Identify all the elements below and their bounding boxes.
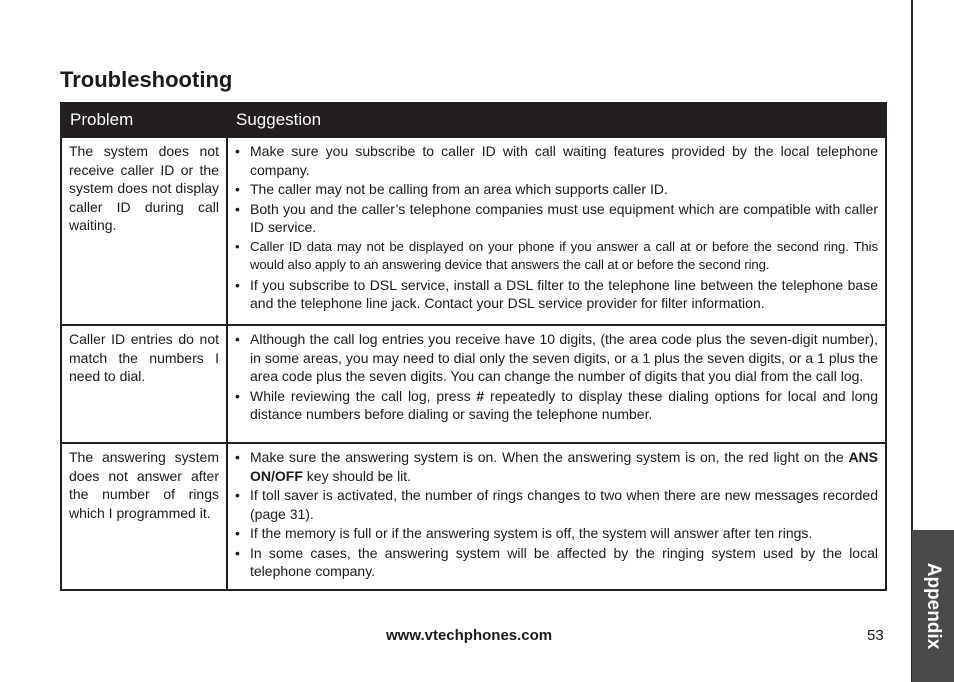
suggestion-item: • Although the call log entries you receive have 10 digits, (the area code plus the seven-digit number), in some areas, you may need to dial only the seven digits, or a 1 plus the seven digits, or a 1 plus the area code plus the seven digits. You can change the number of digits that you dial from the call log. <box>235 330 878 386</box>
suggestion-item <box>235 448 878 485</box>
footer-website-url: www.vtechphones.com <box>386 627 553 644</box>
suggestion-text: While reviewing the call log, press <box>250 387 477 404</box>
suggestion-item: • The caller may not be calling from an area which supports caller ID. <box>235 180 878 199</box>
problem-cell: The system does not receive caller ID or the system does not display caller ID during call waiting. <box>61 137 227 325</box>
suggestion-column-header: Suggestion <box>227 103 886 137</box>
suggestion-cell <box>227 137 886 325</box>
key-label: ANS ON/OFF <box>250 449 878 484</box>
suggestion-text: repeatedly to display these dialing options for local and long distance numbers before dialing or saving the telephone number. <box>250 387 878 422</box>
table-row <box>61 325 886 443</box>
suggestion-text: key should be lit. <box>302 467 412 484</box>
page-title: Troubleshooting <box>60 67 233 92</box>
suggestion-list <box>235 330 878 424</box>
suggestion-list <box>235 142 878 313</box>
troubleshooting-table <box>60 102 887 591</box>
suggestion-cell <box>227 443 886 590</box>
suggestion-item: • If toll saver is activated, the number of rings changes to two when there are new messages recorded (page 31). <box>235 486 878 523</box>
appendix-section-tab <box>912 530 954 682</box>
problem-column-header: Problem <box>61 103 227 137</box>
suggestion-item: • Caller ID data may not be displayed on your phone if you answer a call at or before the second ring. This would also apply to an answering device that answers the call at or before the second ring. <box>235 238 878 275</box>
suggestion-list <box>235 448 878 581</box>
problem-cell: The answering system does not answer after the number of rings which I programmed it. <box>61 443 227 590</box>
suggestion-item <box>235 387 878 424</box>
suggestion-item: • If you subscribe to DSL service, install a DSL filter to the telephone line between the telephone base and the telephone line jack. Contact your DSL service provider for filter information. <box>235 276 878 313</box>
suggestion-item: • In some cases, the answering system will be affected by the ringing system used by the local telephone company. <box>235 544 878 581</box>
table-row <box>61 443 886 590</box>
table-header-row <box>61 103 886 137</box>
key-label: # <box>476 387 485 404</box>
suggestion-item: • Make sure you subscribe to caller ID with call waiting features provided by the local telephone company. <box>235 142 878 179</box>
problem-cell: Caller ID entries do not match the numbers I need to dial. <box>61 325 227 443</box>
suggestion-item: • If the memory is full or if the answering system is off, the system will answer after ten rings. <box>235 524 878 543</box>
appendix-tab-label: Appendix <box>923 562 944 650</box>
page-number: 53 <box>867 627 884 644</box>
suggestion-text: Make sure the answering system is on. When the answering system is on, the red light on the <box>250 449 849 465</box>
table-row <box>61 137 886 325</box>
suggestion-item: • Both you and the caller’s telephone companies must use equipment which are compatible with caller ID service. <box>235 200 878 237</box>
suggestion-cell <box>227 325 886 443</box>
